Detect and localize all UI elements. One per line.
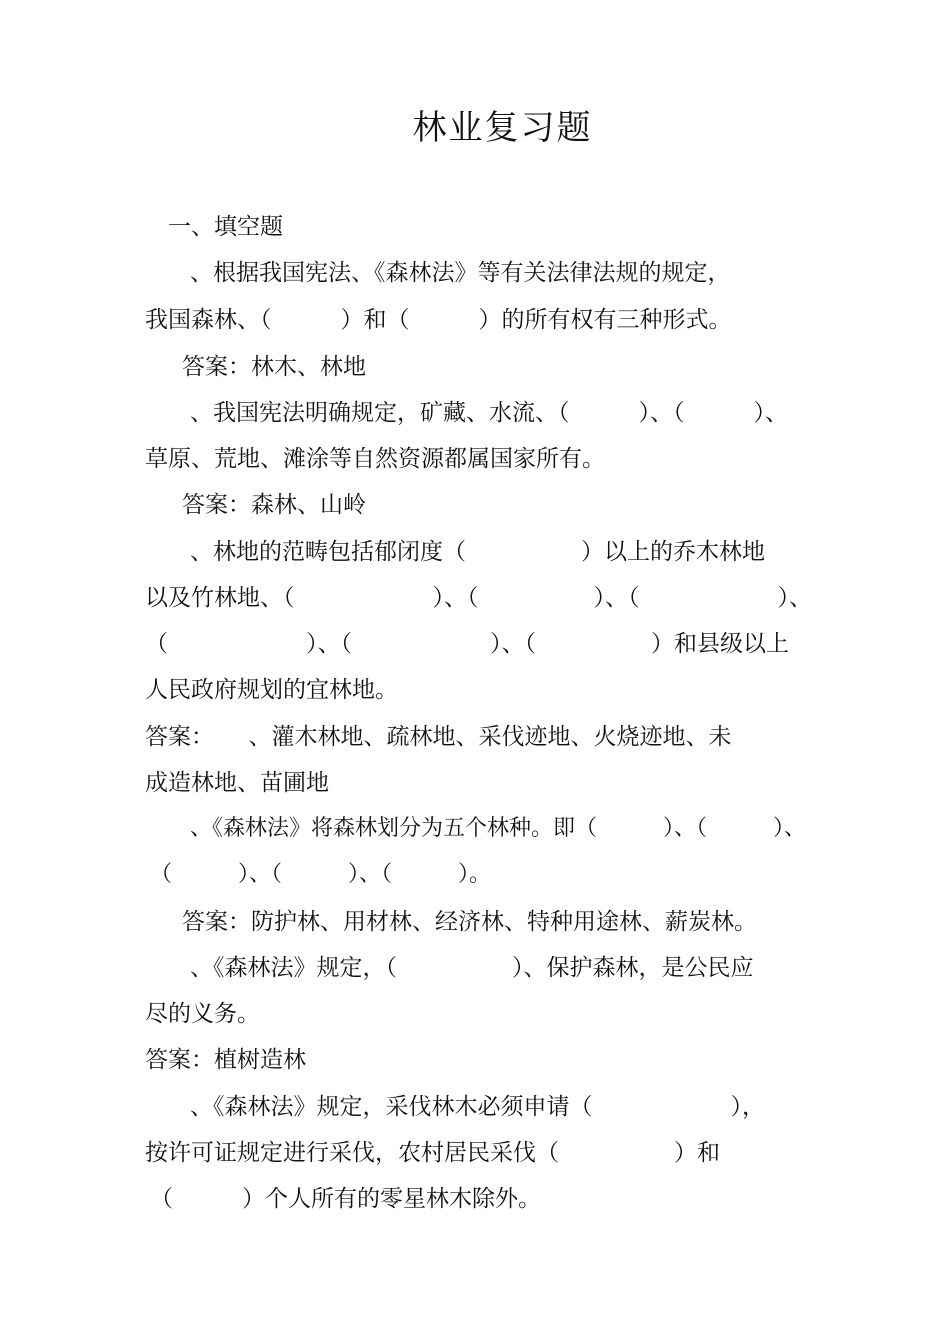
question-line: 我国森林、（ ）和（ ）的所有权有三种形式。 — [145, 307, 732, 333]
answer-line: 答案： 、灌木林地、疏林地、采伐迹地、火烧迹地、未 — [145, 724, 732, 750]
question-line: 、林地的范畴包括郁闭度（ ）以上的乔木林地 — [190, 539, 765, 565]
answer-line: 答案：林木、林地 — [182, 354, 366, 380]
question-line: 、《森林法》规定，采伐林木必须申请（ ）， — [190, 1094, 765, 1120]
question-line: 以及竹林地、（ ）、（ ）、（ ）、 — [145, 585, 812, 611]
question-line: 、《森林法》将森林划分为五个林种。即（ ）、（ ）、 — [190, 816, 807, 841]
answer-line: 答案：森林、山岭 — [182, 492, 366, 518]
section-heading: 一、填空题 — [168, 214, 283, 240]
question-line: 尽的义务。 — [145, 1001, 260, 1027]
question-line: 、根据我国宪法、《森林法》等有关法律法规的规定， — [190, 260, 731, 286]
answer-line: 成造林地、苗圃地 — [145, 770, 329, 796]
question-line: 按许可证规定进行采伐，农村居民采伐（ ）和 — [145, 1140, 720, 1166]
question-line: 草原、荒地、滩涂等自然资源都属国家所有。 — [145, 446, 605, 472]
question-line: 、我国宪法明确规定，矿藏、水流、（ ）、（ ）、 — [190, 400, 788, 426]
question-line: （ ）个人所有的零星林木除外。 — [150, 1186, 541, 1212]
answer-line: 答案：植树造林 — [145, 1047, 306, 1073]
question-line: 人民政府规划的宜林地。 — [145, 677, 398, 703]
question-line: （ ）、（ ）、（ ）。 — [150, 862, 492, 887]
page-title: 林业复习题 — [412, 108, 593, 148]
question-line: （ ）、（ ）、（ ）和县级以上 — [145, 631, 789, 657]
answer-line: 答案：防护林、用材林、经济林、特种用途林、薪炭林。 — [182, 909, 757, 935]
question-line: 、《森林法》规定，（ ）、保护森林，是公民应 — [190, 955, 754, 981]
